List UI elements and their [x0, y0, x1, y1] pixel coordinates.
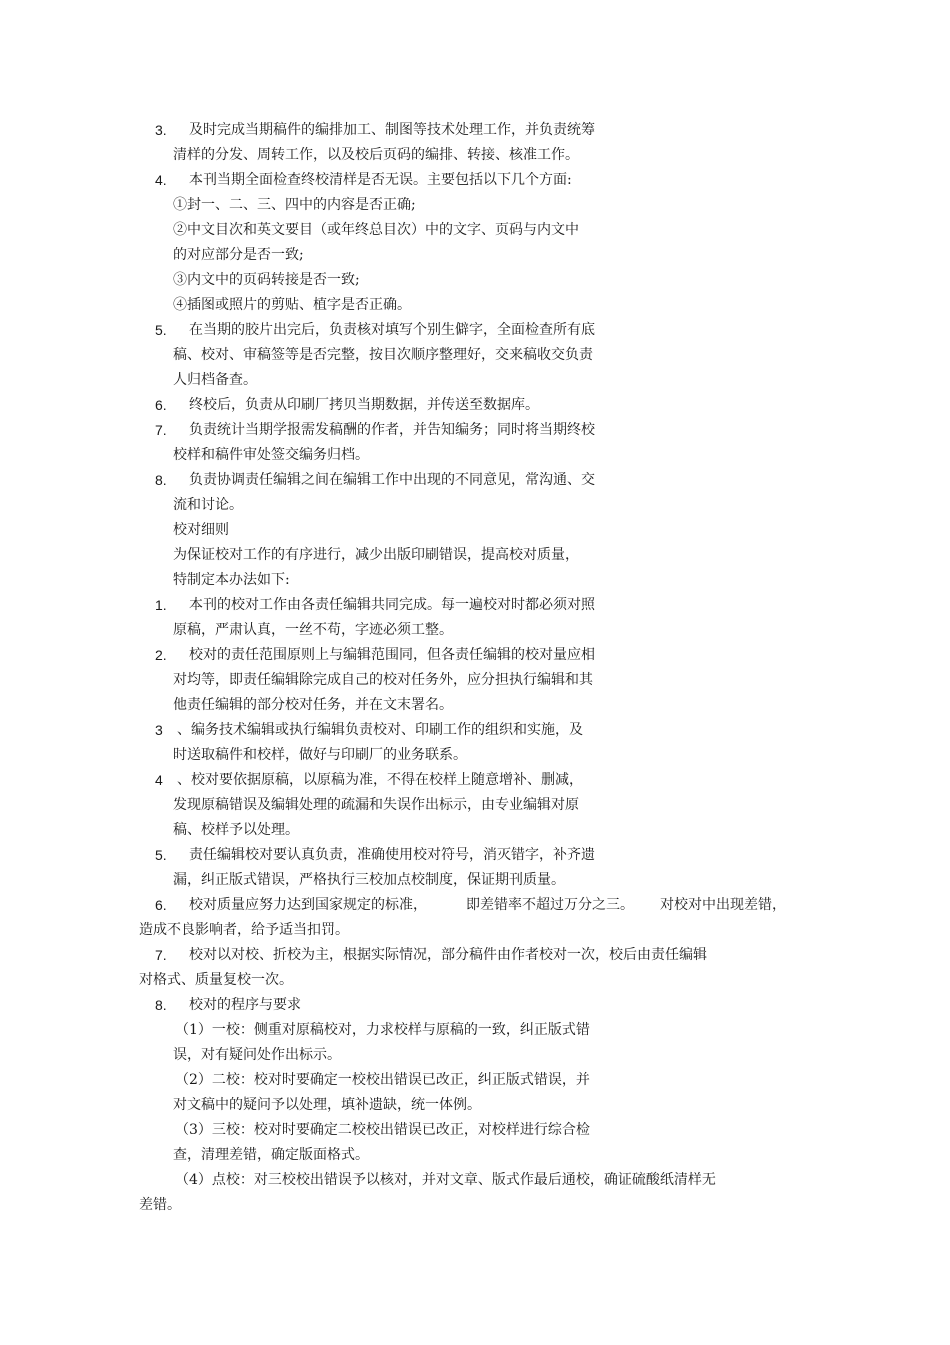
rule-6-segment-3: 对校对中出现差错，: [660, 897, 786, 913]
step-1-line-2: 误，对有疑问处作出标示。: [173, 1047, 341, 1063]
rule-3-line-2: 时送取稿件和校样，做好与印刷厂的业务联系。: [173, 747, 467, 763]
step-4-line-2: 差错。: [139, 1197, 181, 1213]
rule-4-line-2: 发现原稿错误及编辑处理的疏漏和失误作出标示，由专业编辑对原: [173, 797, 579, 813]
section-intro-line-2: 特制定本办法如下:: [173, 572, 290, 588]
duty-4-number: 4.: [155, 172, 167, 188]
rule-2-line-2: 对均等，即责任编辑除完成自己的校对任务外，应分担执行编辑和其: [173, 672, 593, 688]
rule-1-number: 1.: [155, 597, 167, 613]
duty-7-line-1: 负责统计当期学报需发稿酬的作者，并告知编务；同时将当期终校: [189, 422, 595, 438]
rule-1-line-2: 原稿，严肃认真，一丝不苟，字迹必须工整。: [173, 622, 453, 638]
rule-7-number: 7.: [155, 947, 167, 963]
rule-5-line-2: 漏，纠正版式错误，严格执行三校加点校制度，保证期刊质量。: [173, 872, 565, 888]
duty-8-line-1: 负责协调责任编辑之间在编辑工作中出现的不同意见，常沟通、交: [189, 472, 595, 488]
rule-6-line-2: 造成不良影响者，给予适当扣罚。: [139, 922, 349, 938]
duty-5-line-3: 人归档备查。: [173, 372, 257, 388]
rule-2-line-3: 他责任编辑的部分校对任务，并在文末署名。: [173, 697, 453, 713]
rule-4-line-3: 稿、校样予以处理。: [173, 822, 299, 838]
rule-1-line-1: 本刊的校对工作由各责任编辑共同完成。每一遍校对时都必须对照: [189, 597, 595, 613]
duty-3-line-1: 及时完成当期稿件的编排加工、制图等技术处理工作，并负责统筹: [189, 122, 595, 138]
rule-6-segment-1: 校对质量应努力达到国家规定的标准，: [189, 897, 427, 913]
duty-4-line-4: 的对应部分是否一致;: [173, 247, 304, 263]
duty-3-number: 3.: [155, 122, 167, 138]
duty-3-line-2: 清样的分发、周转工作，以及校后页码的编排、转接、核准工作。: [173, 147, 579, 163]
duty-4-line-2: ①封一、二、三、四中的内容是否正确;: [173, 197, 416, 213]
rule-7-line-2: 对格式、质量复校一次。: [139, 972, 293, 988]
rule-2-line-1: 校对的责任范围原则上与编辑范围同，但各责任编辑的校对量应相: [189, 647, 595, 663]
rule-5-line-1: 责任编辑校对要认真负责，准确使用校对符号，消灭错字，补齐遗: [189, 847, 595, 863]
rule-4-line-1: 、校对要依据原稿，以原稿为准，不得在校样上随意增补、删减，: [177, 772, 583, 788]
duty-7-number: 7.: [155, 422, 167, 438]
rule-5-number: 5.: [155, 847, 167, 863]
duty-4-line-3: ②中文目次和英文要目（或年终总目次）中的文字、页码与内文中: [173, 222, 579, 238]
rule-4-number: 4: [155, 772, 163, 788]
duty-5-line-2: 稿、校对、审稿签等是否完整，按目次顺序整理好，交来稿收交负责: [173, 347, 593, 363]
rule-2-number: 2.: [155, 647, 167, 663]
duty-4-line-1: 本刊当期全面检查终校清样是否无误。主要包括以下几个方面:: [189, 172, 572, 188]
step-3-line-1: （3）三校：校对时要确定二校校出错误已改正，对校样进行综合检: [175, 1122, 590, 1138]
duty-7-line-2: 校样和稿件审处签交编务归档。: [173, 447, 369, 463]
duty-6-line-1: 终校后，负责从印刷厂拷贝当期数据，并传送至数据库。: [189, 397, 539, 413]
duty-4-line-6: ④插图或照片的剪贴、植字是否正确。: [173, 297, 411, 313]
duty-4-line-5: ③内文中的页码转接是否一致;: [173, 272, 360, 288]
duty-8-line-2: 流和讨论。: [173, 497, 243, 513]
step-2-line-1: （2）二校：校对时要确定一校校出错误已改正，纠正版式错误，并: [175, 1072, 590, 1088]
rule-3-line-1: 、编务技术编辑或执行编辑负责校对、印刷工作的组织和实施，及: [177, 722, 583, 738]
rule-6-number: 6.: [155, 897, 167, 913]
section-intro-line-1: 为保证校对工作的有序进行，减少出版印刷错误，提高校对质量，: [173, 547, 579, 563]
rule-3-number: 3: [155, 722, 163, 738]
duty-6-number: 6.: [155, 397, 167, 413]
step-2-line-2: 对文稿中的疑问予以处理，填补遗缺，统一体例。: [173, 1097, 481, 1113]
section-heading: 校对细则: [173, 522, 229, 538]
duty-5-number: 5.: [155, 322, 167, 338]
rule-8-number: 8.: [155, 997, 167, 1013]
rule-8-title: 校对的程序与要求: [189, 997, 301, 1013]
rule-6-segment-2: 即差错率不超过万分之三。: [466, 897, 634, 913]
duty-5-line-1: 在当期的胶片出完后，负责核对填写个别生僻字，全面检查所有底: [189, 322, 595, 338]
step-4-line-1: （4）点校：对三校校出错误予以核对，并对文章、版式作最后通校，确证硫酸纸清样无: [175, 1172, 716, 1188]
rule-7-line-1: 校对以对校、折校为主，根据实际情况，部分稿件由作者校对一次，校后由责任编辑: [189, 947, 707, 963]
step-3-line-2: 查，清理差错，确定版面格式。: [173, 1147, 369, 1163]
step-1-line-1: （1）一校：侧重对原稿校对，力求校样与原稿的一致，纠正版式错: [175, 1022, 590, 1038]
duty-8-number: 8.: [155, 472, 167, 488]
